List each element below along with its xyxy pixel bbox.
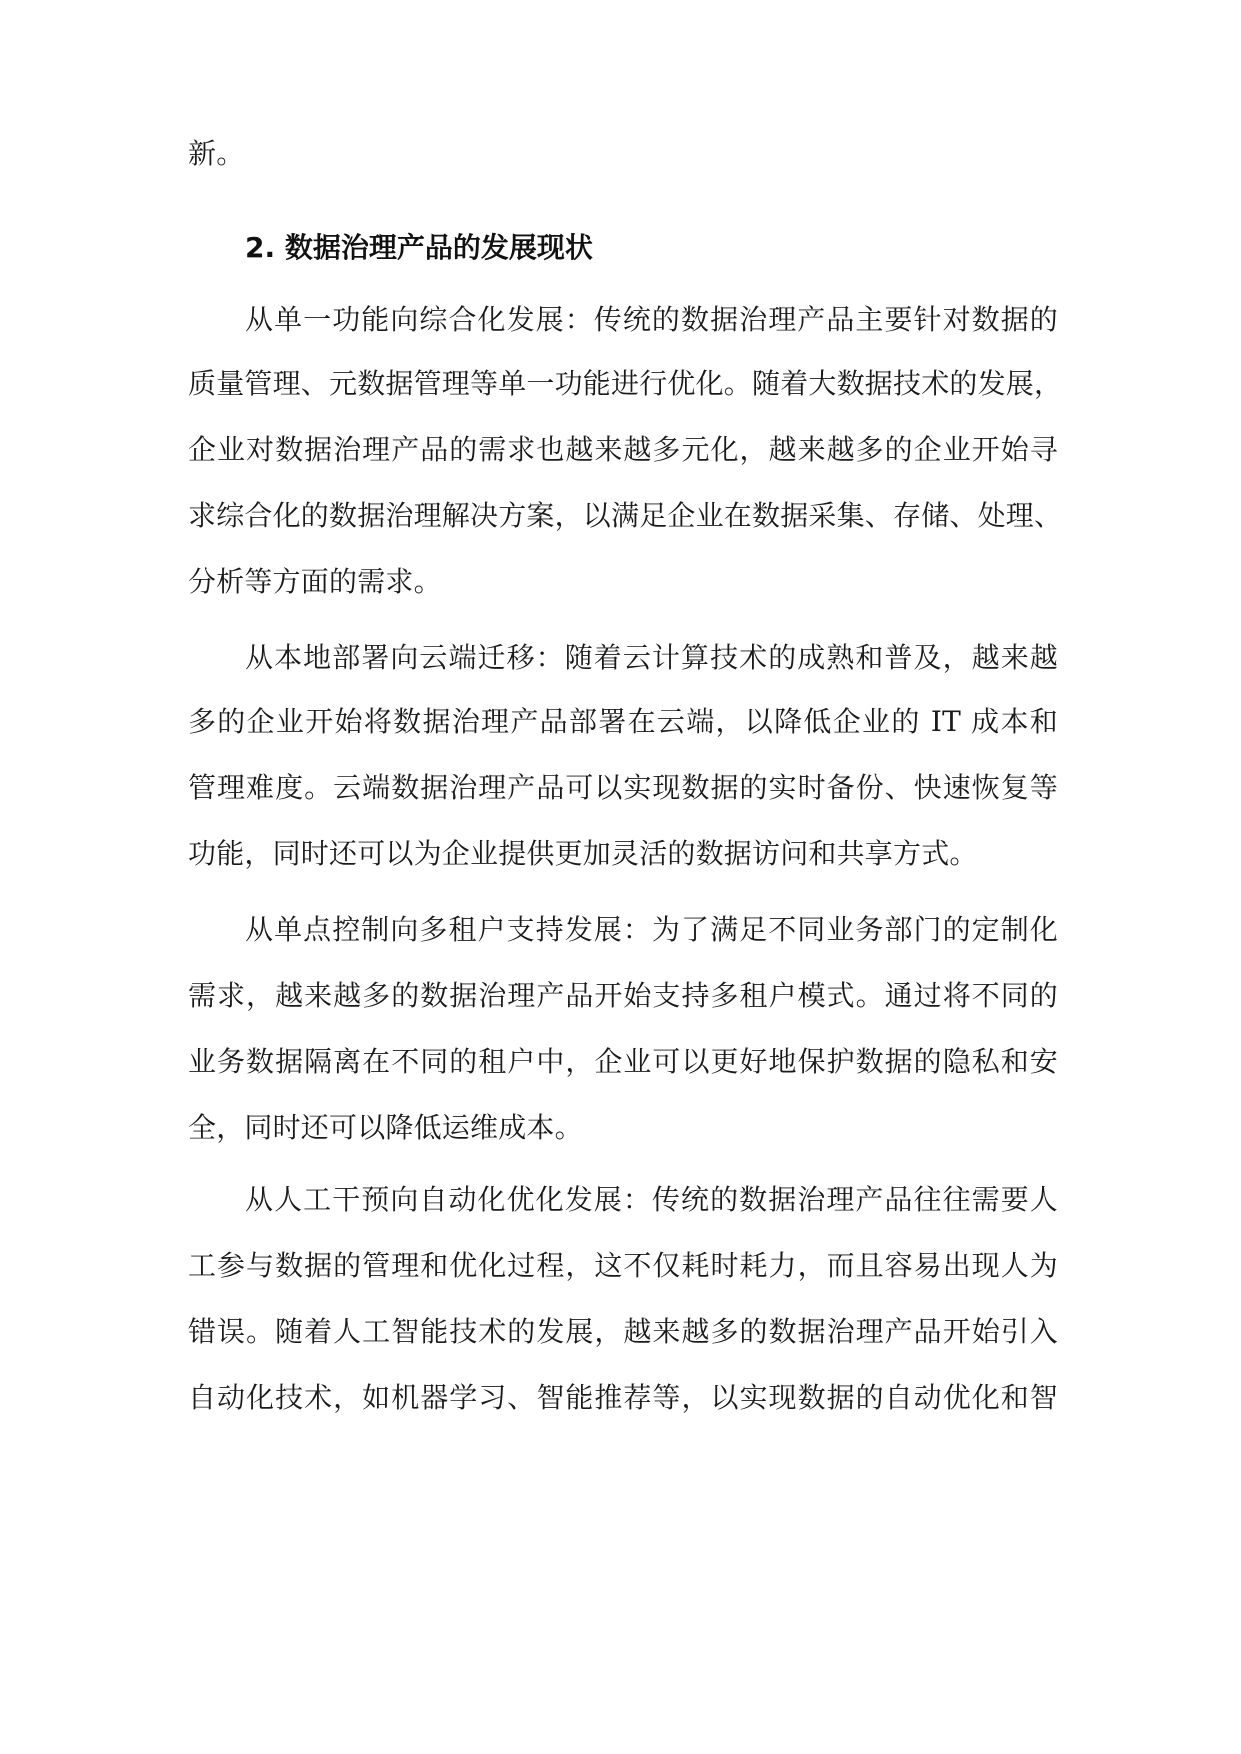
paragraph-line: 分析等方面的需求。 — [188, 565, 442, 598]
paragraph-line: 从人工干预向自动化优化发展：传统的数据治理产品往往需要人 — [245, 1183, 1058, 1216]
paragraph-line: 管理难度。云端数据治理产品可以实现数据的实时备份、快速恢复等 — [188, 771, 1058, 804]
paragraph-line: 功能，同时还可以为企业提供更加灵活的数据访问和共享方式。 — [188, 837, 978, 870]
paragraph-line: 企业对数据治理产品的需求也越来越多元化，越来越多的企业开始寻 — [188, 433, 1058, 466]
paragraph-line: 从单一功能向综合化发展：传统的数据治理产品主要针对数据的 — [245, 303, 1058, 336]
paragraph-line: 求综合化的数据治理解决方案，以满足企业在数据采集、存储、处理、 — [188, 499, 1063, 532]
paragraph-line: 从本地部署向云端迁移：随着云计算技术的成熟和普及，越来越 — [245, 641, 1058, 674]
paragraph-line: 自动化技术，如机器学习、智能推荐等，以实现数据的自动优化和智 — [188, 1381, 1058, 1414]
previous-paragraph-end: 新。 — [188, 137, 245, 170]
paragraph-line: 多的企业开始将数据治理产品部署在云端，以降低企业的 IT 成本和 — [188, 705, 1058, 738]
section-heading: 2. 数据治理产品的发展现状 — [245, 231, 593, 264]
paragraph-line: 全，同时还可以降低运维成本。 — [188, 1111, 583, 1144]
paragraph-line: 业务数据隔离在不同的租户中，企业可以更好地保护数据的隐私和安 — [188, 1045, 1058, 1078]
paragraph-line: 质量管理、元数据管理等单一功能进行优化。随着大数据技术的发展， — [188, 367, 1063, 400]
paragraph-line: 从单点控制向多租户支持发展：为了满足不同业务部门的定制化 — [245, 913, 1058, 946]
paragraph-line: 需求，越来越多的数据治理产品开始支持多租户模式。通过将不同的 — [188, 979, 1058, 1012]
paragraph-line: 错误。随着人工智能技术的发展，越来越多的数据治理产品开始引入 — [188, 1315, 1058, 1348]
paragraph-line: 工参与数据的管理和优化过程，这不仅耗时耗力，而且容易出现人为 — [188, 1249, 1058, 1282]
